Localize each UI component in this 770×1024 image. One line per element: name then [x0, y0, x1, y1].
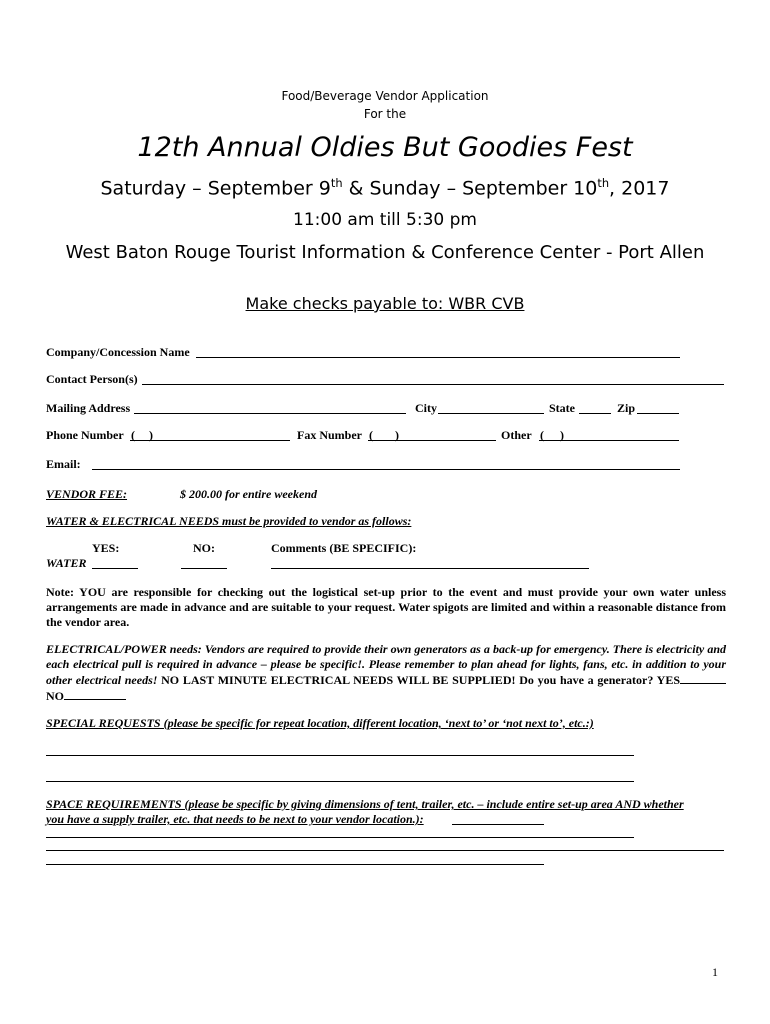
- city-field[interactable]: [438, 413, 544, 414]
- fax-label: Fax Number: [297, 428, 362, 442]
- event-time: 11:00 am till 5:30 pm: [293, 210, 477, 230]
- zip-field[interactable]: [637, 413, 679, 414]
- form-type: Food/Beverage Vendor Application: [281, 89, 489, 103]
- company-field[interactable]: [196, 357, 680, 358]
- electrical-bold: NO LAST MINUTE ELECTRICAL NEEDS WILL BE SUPPLIED! Do you have a generator?: [157, 673, 654, 687]
- page-number: 1: [712, 965, 718, 979]
- dates-sup-1: th: [330, 176, 343, 190]
- space-requirements-line-2[interactable]: [46, 850, 724, 851]
- water-no-label: NO:: [193, 541, 215, 555]
- water-comments-label: Comments (BE SPECIFIC):: [271, 541, 417, 555]
- email-label: Email:: [46, 457, 81, 471]
- zip-label: Zip: [617, 401, 636, 415]
- dates-saturday: Saturday – September 9: [100, 177, 331, 200]
- city-label: City: [415, 401, 437, 415]
- other-paren-close: ): [560, 428, 564, 442]
- fax-paren-open: (: [369, 428, 373, 442]
- special-requests-line-1[interactable]: [46, 755, 634, 756]
- contact-label: Contact Person(s): [46, 372, 138, 386]
- email-field[interactable]: [92, 469, 680, 470]
- generator-no-field[interactable]: [64, 688, 126, 700]
- phone-label: Phone Number: [46, 428, 124, 442]
- event-dates: [0, 176, 770, 199]
- fax-paren-close: ): [395, 428, 399, 442]
- water-yes-label: YES:: [92, 541, 120, 555]
- water-electrical-heading: WATER & ELECTRICAL NEEDS must be provided to vendor as follows:: [46, 514, 412, 528]
- contact-field[interactable]: [142, 384, 724, 385]
- special-requests-heading: SPECIAL REQUESTS (please be specific for repeat location, different location, ‘next to’ or ‘not next to’, etc.:): [46, 716, 594, 730]
- water-label: WATER: [46, 556, 87, 570]
- dates-sunday: & Sunday – September 10: [342, 177, 598, 200]
- electrical-paragraph: [46, 642, 726, 704]
- vendor-fee-label: VENDOR FEE:: [46, 487, 128, 501]
- water-comments-field[interactable]: [271, 568, 589, 569]
- mailing-field[interactable]: [134, 413, 406, 414]
- space-requirements-heading: SPACE REQUIREMENTS (please be specific by giving dimensions of tent, trailer, etc. – include entire set-up area AND whether: [46, 797, 684, 811]
- note-paragraph: Note: YOU are responsible for checking out the logistical set-up prior to the event and must provide your own water unless arrangements are made in advance and are suitable to your request. Water spigots are limited and within a reasonable distance from the vendor area.: [46, 585, 726, 629]
- checks-payable: Make checks payable to: WBR CVB: [245, 294, 525, 313]
- vendor-fee-value: $ 200.00 for entire weekend: [180, 487, 317, 501]
- dates-year: , 2017: [609, 177, 670, 200]
- other-field[interactable]: [539, 440, 679, 441]
- generator-yes-field[interactable]: [680, 672, 726, 684]
- space-requirements-inline-field[interactable]: [452, 824, 544, 825]
- water-yes-field[interactable]: [92, 568, 138, 569]
- generator-yes-label: YES: [653, 673, 680, 687]
- phone-paren-open: (: [131, 428, 135, 442]
- phone-field[interactable]: [130, 440, 290, 441]
- other-paren-open: (: [540, 428, 544, 442]
- form-type-for: For the: [363, 107, 407, 121]
- space-requirements-line-1[interactable]: [46, 837, 634, 838]
- water-no-field[interactable]: [181, 568, 227, 569]
- event-venue: West Baton Rouge Tourist Information & Conference Center - Port Allen: [65, 242, 705, 263]
- special-requests-line-2[interactable]: [46, 781, 634, 782]
- dates-sup-2: th: [597, 176, 610, 190]
- space-requirements-line-3[interactable]: [46, 864, 544, 865]
- mailing-label: Mailing Address: [46, 401, 131, 415]
- generator-no-label: NO: [46, 689, 64, 703]
- electrical-italic: ELECTRICAL/POWER needs: Vendors are required to provide their own generators as a back-up for emergency. There is electricity and each electrical pull is required in advance – please be specific!. Please remember to plan ahead for lights, fans, etc. in addition to your other electrical needs!: [46, 642, 726, 687]
- other-label: Other: [501, 428, 532, 442]
- event-title: 12th Annual Oldies But Goodies Fest: [137, 132, 633, 163]
- space-requirements-heading-2: you have a supply trailer, etc. that needs to be next to your vendor location.):: [46, 812, 424, 826]
- state-label: State: [549, 401, 575, 415]
- company-label: Company/Concession Name: [46, 345, 190, 359]
- fax-field[interactable]: [368, 440, 496, 441]
- state-field[interactable]: [579, 413, 611, 414]
- phone-paren-close: ): [149, 428, 153, 442]
